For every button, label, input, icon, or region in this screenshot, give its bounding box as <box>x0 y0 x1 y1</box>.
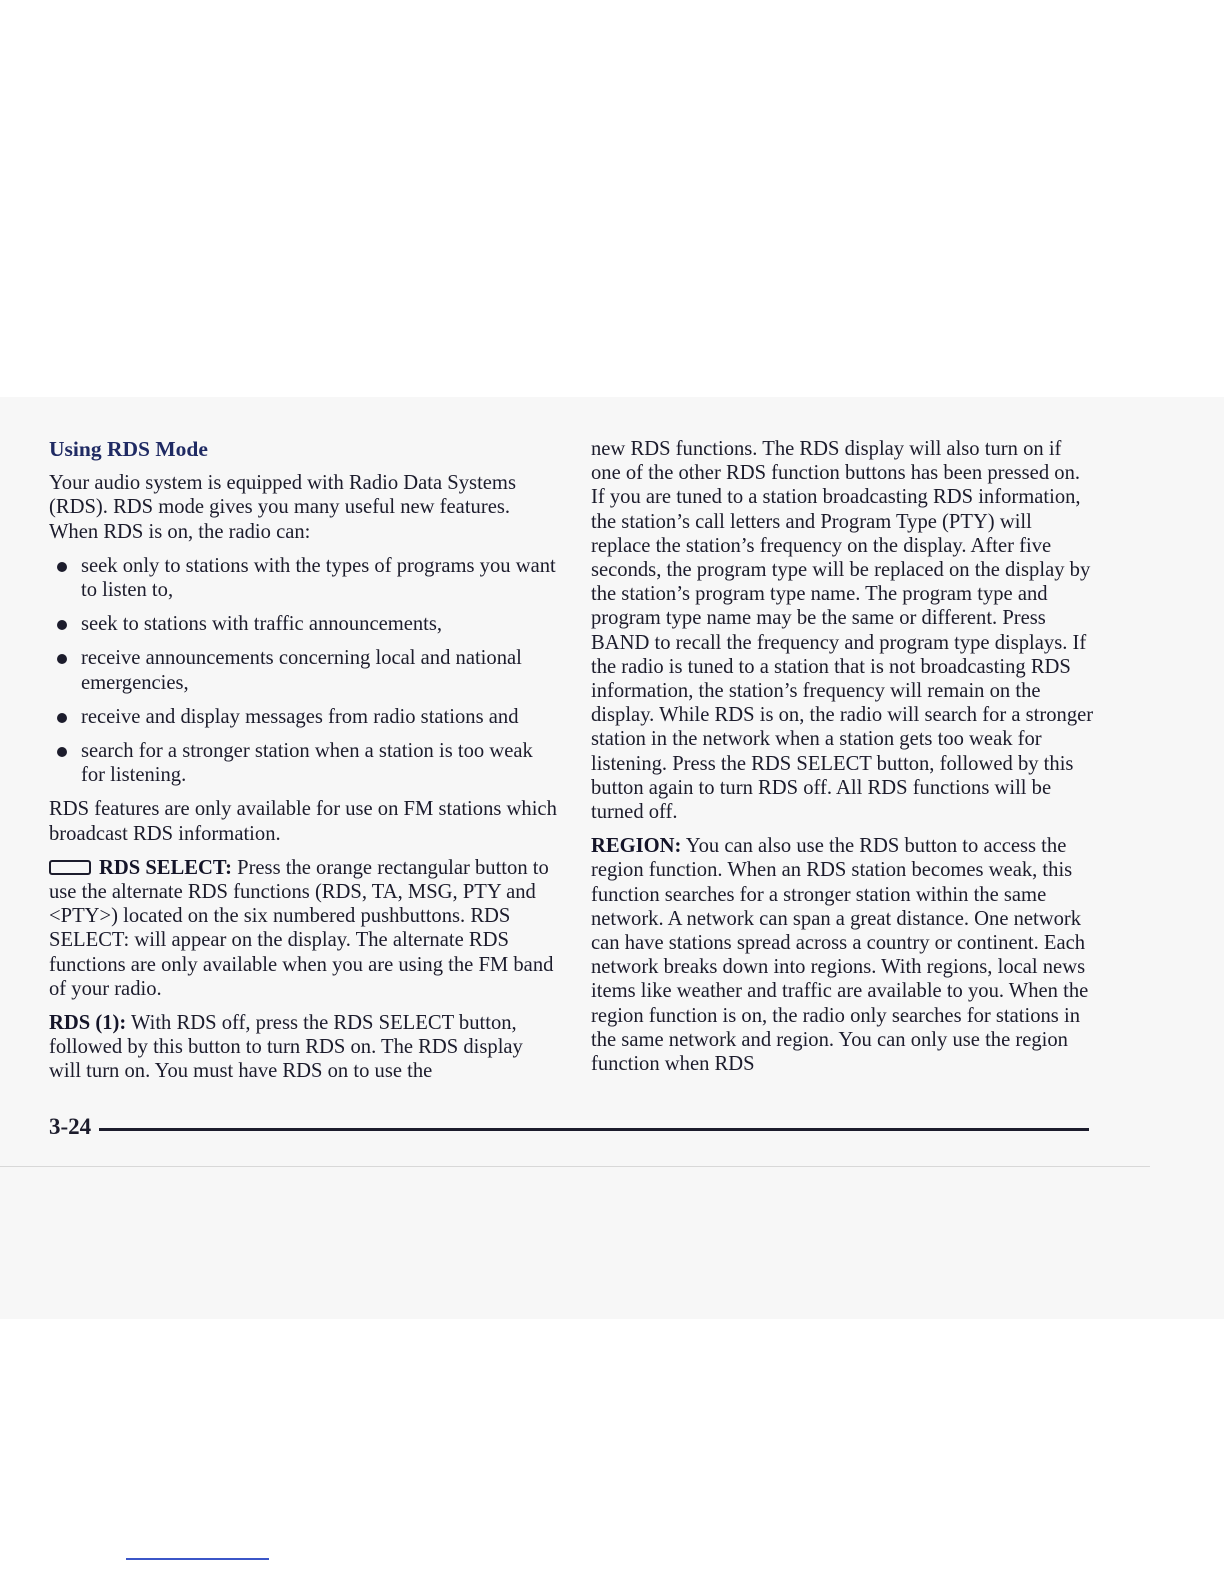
bullet-icon <box>57 562 67 572</box>
intro-paragraph: Your audio system is equipped with Radio Data Systems (RDS). RDS mode gives you many useful new features. When RDS is on, the radio can: <box>49 472 516 543</box>
region-term: REGION: <box>591 835 682 858</box>
section-heading: Using RDS Mode <box>49 437 208 461</box>
rds-select-text: Press the orange rectangular button to use the alternate RDS functions (RDS, TA, MSG, PTY and <PTY>) located on the six numbered pushbuttons. RDS SELECT: will appear on the display. The alternate RDS functions are only available when you are using the FM band of your radio. <box>49 856 554 1000</box>
bullet-icon <box>57 654 67 664</box>
left-column <box>49 437 559 1094</box>
list-item: receive announcements concerning local and national emergencies, <box>49 646 559 694</box>
availability-paragraph: RDS features are only available for use on FM stations which broadcast RDS information. <box>49 798 557 845</box>
continuation-paragraph: new RDS functions. The RDS display will also turn on if one of the other RDS function buttons has been pressed on. If you are tuned to a station broadcasting RDS information, the station’s call letters and Program Type (PTY) will replace the station’s frequency on the display. After five seconds, the program type will be replaced on the display by the station’s program type name. The program type and program type name may be the same or different. Press BAND to recall the frequency and program type displays. If the radio is tuned to a station that is not broadcasting RDS information, the station’s frequency will remain on the display. While RDS is on, the radio will search for a stronger station in the network when a station gets too weak for listening. Press the RDS SELECT button, followed by this button again to turn RDS off. All RDS functions will be turned off. <box>591 438 1094 824</box>
list-item: seek only to stations with the types of programs you want to listen to, <box>49 554 559 602</box>
rds-1-paragraph <box>49 1011 559 1084</box>
list-item: seek to stations with traffic announcements, <box>49 612 559 636</box>
rds-1-text: With RDS off, press the RDS SELECT button, followed by this button to turn RDS on. The RDS display will turn on. You must have RDS on to use the <box>49 1012 523 1083</box>
list-item: search for a stronger station when a station is too weak for listening. <box>49 739 559 787</box>
rds-select-paragraph <box>49 856 559 1001</box>
divider <box>0 1166 1150 1167</box>
page-number: 3-24 <box>49 1114 92 1139</box>
rds-1-term: RDS (1): <box>49 1012 127 1035</box>
page-footer <box>49 1110 1089 1144</box>
bullet-icon <box>57 620 67 630</box>
rectangular-button-icon <box>49 860 91 875</box>
right-column <box>591 437 1096 1086</box>
region-text: You can also use the RDS button to access the region function. When an RDS station becomes weak, this function searches for a stronger station within the same network. A network can span a great distance. One network can have stations spread across a country or continent. Each network breaks down into regions. With regions, local news items like weather and traffic are available to you. When the region function is on, the radio only searches for stations in the same network and region. You can only use the region function when RDS <box>591 835 1089 1076</box>
region-paragraph <box>591 834 1096 1076</box>
bullet-icon <box>57 713 67 723</box>
feature-list <box>49 554 559 788</box>
footer-rule <box>99 1128 1089 1131</box>
list-item: receive and display messages from radio stations and <box>49 705 559 729</box>
link-underline[interactable] <box>126 1558 269 1560</box>
bullet-icon <box>57 747 67 757</box>
rds-select-term: RDS SELECT: <box>99 856 232 879</box>
